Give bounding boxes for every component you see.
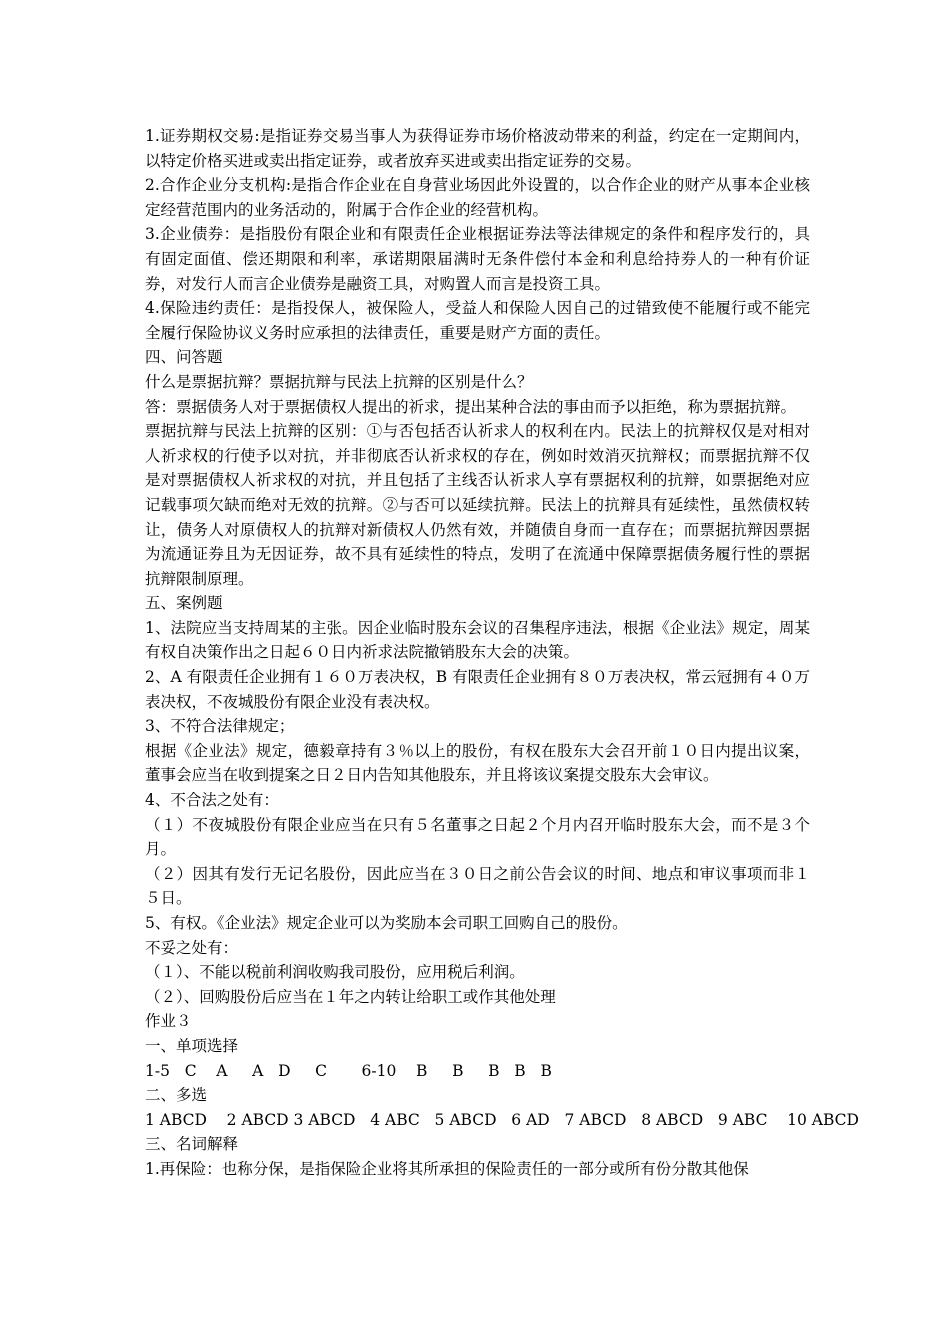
answer: 答：票据债务人对于票据债权人提出的祈求，提出某种合法的事由而予以拒绝，称为票据抗辩。 [145,397,797,416]
multi-choice-answers: 1 ABCD 2 ABCD 3 ABCD 4 ABC 5 ABCD 6 AD 7 ABCD 8 ABCD 9 ABC 10 ABCD [145,1110,859,1129]
section-heading-single-choice: 一、单项选择 [145,1036,239,1055]
section-heading-terms: 三、名词解释 [145,1135,239,1154]
case-answer-2: 2、A 有限责任企业拥有１６０万表决权，B 有限责任企业拥有８０万表决权，常云冠拥有４０万表决权，不夜城股份有限企业没有表决权。 [145,668,810,711]
case-answer-1: 1、法院应当支持周某的主张。因企业临时股东会议的召集程序违法，根据《企业法》规定，周某有权自决策作出之日起６０日内祈求法院撤销股东大会的决策。 [145,618,810,662]
case-answer-4: 4、不合法之处有： [145,791,279,810]
case-answer-3: 3、不符合法律规定； [145,717,295,736]
case-answer-5: 5、有权。《企业法》规定企业可以为奖励本会司职工回购自己的股份。 [145,914,628,932]
term-reinsurance: 1.再保险：也称分保，是指保险企业将其所承担的保险责任的一部分或所有份分散其他保 [145,1159,749,1178]
homework-title: 作业３ [145,1012,192,1031]
term-insurance-liability: 4.保险违约责任：是指投保人，被保险人，受益人和保险人因自己的过错致使不能履行或不能完全履行保险协议义务时应承担的法律责任，重要是财产方面的责任。 [145,299,810,342]
question: 什么是票据抗辩？票据抗辩与民法上抗辩的区别是什么？ [145,372,533,391]
case-answer-5-item-2: （２）、回购股份后应当在１年之内转让给职工或作其他处理 [145,987,556,1006]
case-answer-3-detail: 根据《企业法》规定，德毅章持有３％以上的股份，有权在股东大会召开前１０日内提出议案，董事会应当在收到提案之日２日内告知其他股东，并且将该议案提交股东大会审议。 [145,741,810,785]
section-heading-qa: 四、问答题 [145,348,223,367]
case-answer-5-sub: 不妥之处有： [145,938,239,957]
section-heading-multi-choice: 二、多选 [145,1086,208,1105]
case-answer-5-item-1: （１）、不能以税前利润收购我司股份，应用税后利润。 [145,963,525,982]
document-body [145,124,859,1182]
term-corporate-bonds: 3.企业债券：是指股份有限企业和有限责任企业根据证券法等法律规定的条件和程序发行的，具有固定面值、偿还期限和利率，承诺期限届满时无条件偿付本金和利息给持券人的一种有价证券，对发行人而言企业债券是融资工具，对购置人而言是投资工具。 [145,225,810,293]
term-branch-organization: 2.合作企业分支机构:是指合作企业在自身营业场因此外设置的，以合作企业的财产从事本企业核定经营范围内的业务活动的，附属于合作企业的经营机构。 [145,176,810,219]
single-choice-answers: 1-5 C A A D C 6-10 B B B B B [145,1061,552,1080]
case-answer-4-item-2: （２）因其有发行无记名股份，因此应当在３０日之前公告会议的时间、地点和审议事项而非１５日。 [145,864,810,908]
term-securities-options: 1.证券期权交易:是指证券交易当事人为获得证券市场价格波动带来的利益，约定在一定期间内，以特定价格买进或卖出指定证券，或者放弃买进或卖出指定证券的交易。 [145,127,810,170]
answer-difference: 票据抗辩与民法上抗辩的区别：①与否包括否认祈求人的权利在内。民法上的抗辩权仅是对相对人祈求权的行使予以对抗，并非彻底否认祈求权的存在，例如时效消灭抗辩权；而票据抗辩不仅是对票据债权人祈求权的对抗，并且包括了主线否认祈求人享有票据权利的抗辩，如票据绝对应记载事项欠缺而绝对无效的抗辩。②与否可以延续抗辩。民法上的抗辩具有延续性，虽然债权转让，债务人对原债权人的抗辩对新债权人仍然有效，并随债自身而一直存在；而票据抗辩因票据为流通证券且为无因证券，故不具有延续性的特点，发明了在流通中保障票据债务履行性的票据抗辩限制原理。 [145,422,810,588]
section-heading-cases: 五、案例题 [145,594,223,613]
case-answer-4-item-1: （１）不夜城股份有限企业应当在只有５名董事之日起２个月内召开临时股东大会，而不是３个月。 [145,815,810,859]
